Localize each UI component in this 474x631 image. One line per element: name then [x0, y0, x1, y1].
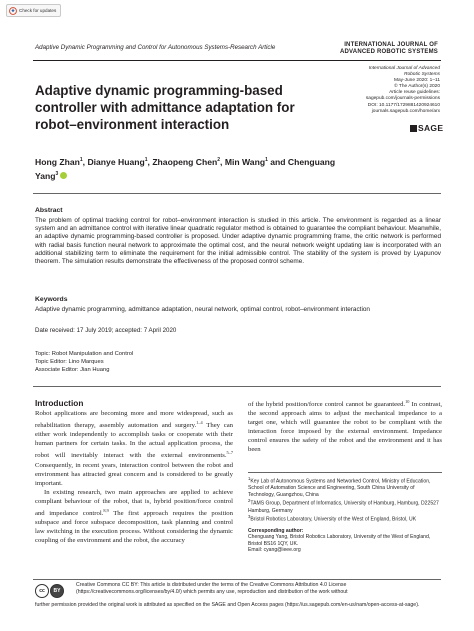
citation-ref[interactable]: 10	[405, 399, 410, 404]
keywords-heading: Keywords	[35, 296, 68, 303]
meta-home-link[interactable]: journals.sagepub.com/home/arx	[371, 108, 440, 114]
abstract-rule	[33, 193, 441, 194]
affiliation-text: TAMS Group, Department of Informatics, University of Hamburg, Hamburg, D22527 Hamburg, Germany	[248, 501, 439, 514]
sage-logo-mark	[410, 125, 417, 132]
associate-editor: Associate Editor: Jian Huang	[35, 367, 110, 373]
author-affiliation-mark: 3	[55, 171, 59, 178]
license-text-continued: further permission provided the original work is attributed as specified on the SAGE and Open Access pages (https://us.sagepub.com/en-us/nam/open-access-at-sage).	[35, 602, 420, 608]
affiliation-1	[248, 476, 442, 498]
meta-journal-2: Robotic Systems	[404, 72, 440, 78]
intro-col2-text-a: of the hybrid position/force control cannot be guaranteed.	[248, 401, 406, 409]
affiliation-text: Bristol Robotics Laboratory, University of the West of England, Bristol, UK	[250, 517, 417, 524]
orcid-icon[interactable]	[60, 172, 67, 179]
author-name[interactable]: Min Wang	[224, 156, 266, 167]
check-for-updates-icon	[9, 7, 17, 15]
author-name[interactable]: Chenguang Yang	[35, 156, 336, 182]
running-title: Adaptive Dynamic Programming and Control for Autonomous Systems-Research Article	[35, 44, 276, 51]
citation-ref[interactable]: 1–4	[196, 420, 203, 426]
sage-logo-text: SAGE	[418, 123, 444, 133]
intro-p2-text-b: The first approach requires the position subspace and force subspace decomposition, task planning and control law switching in the execution process. Without considering the dynamic coupling of the environment and the robot, the accuracy	[35, 510, 233, 545]
affiliation-3	[248, 514, 442, 523]
intro-p1-text-c: Consequently, in recent years, interaction control between the robot and environment has attracted great concern and is considered to be greatly important.	[35, 461, 233, 487]
body-rule	[33, 386, 441, 387]
author-separator: and	[267, 156, 288, 167]
by-icon: BY	[50, 584, 64, 598]
meta-journal: International Journal of Advanced	[368, 66, 440, 71]
dates: Date received: 17 July 2019; accepted: 7 April 2020	[35, 327, 177, 334]
author-affiliation-mark: 1	[265, 157, 268, 163]
author-affiliation-mark: 1	[144, 157, 148, 163]
author-name[interactable]: Dianye Huang	[87, 156, 145, 167]
author-separator: ,	[82, 156, 88, 167]
abstract-text: The problem of optimal tracking control for robot–environment interaction is studied in this article. The environment is regarded as a linear system and an admittance control with iterative linear quadratic regulator method is obtained to guarantee the compliant behaviour. Meanwhile, an adaptive dynamic programming-based controller is proposed. Under adaptive dynamic programming frame, the critic network is performed with radial basis function neural network to approximate the optimal cost, and the neural network weight updating law is incorporated with an additional stabilizing term to eliminate the requirement for the initial admissible control. The stability of the system is proved by Lyapunov theorem. The simulation results demonstrate the effectiveness of the proposed control scheme.	[35, 217, 441, 266]
journal-name-line2: ADVANCED ROBOTIC SYSTEMS	[339, 49, 438, 55]
check-for-updates-button[interactable]	[6, 4, 61, 17]
keywords-text: Adaptive dynamic programming, admittance adaptation, neural network, optimal control, robot–environment interaction	[35, 306, 370, 313]
topic: Topic: Robot Manipulation and Control	[35, 351, 134, 357]
journal-name-line1: INTERNATIONAL JOURNAL OF	[344, 42, 438, 48]
cc-icon: cc	[35, 584, 49, 598]
affiliation-number: 1	[248, 476, 251, 481]
author-separator: ,	[220, 156, 225, 167]
affiliation-number: 3	[248, 514, 251, 520]
intro-paragraph-continued	[248, 397, 442, 455]
affiliations-rule	[248, 472, 442, 473]
intro-column-right	[248, 397, 442, 455]
citation-ref[interactable]: 5–7	[226, 450, 233, 456]
author-affiliation-mark: 1	[79, 157, 83, 163]
author-name[interactable]: Zhaopeng Chen	[152, 156, 218, 167]
editor-block	[35, 350, 335, 374]
affiliation-text: Key Lab of Autonomous Systems and Networked Control, Ministry of Education, School of Automation Science and Engineering, South China University of Technology, Guangzhou, China	[248, 478, 431, 498]
intro-column-left	[35, 409, 233, 545]
meta-guidelines: Article reuse guidelines:	[389, 90, 440, 96]
intro-paragraph-1	[35, 409, 233, 488]
citation-ref[interactable]: 8,9	[103, 507, 109, 513]
meta-copyright: © The Author(s) 2020	[394, 84, 440, 90]
cc-by-logo	[35, 584, 64, 598]
intro-p1-text-b: They can either work independently to accomplish tasks or cooperate with their human partners for certain tasks. In the actual application process, the robot will inevitably interact with the external environments.	[35, 422, 234, 460]
sage-logo	[410, 123, 443, 133]
header-rule	[33, 60, 441, 61]
author-separator: ,	[147, 156, 153, 167]
topic-editor: Topic Editor: Lino Marques	[35, 359, 104, 365]
intro-paragraph-2	[35, 488, 233, 546]
check-for-updates-label: Check for updates	[19, 8, 57, 13]
license-rule	[33, 579, 441, 580]
meta-issue: May-June 2020: 1–11	[393, 78, 440, 84]
author-name[interactable]: Hong Zhan	[35, 156, 80, 167]
author-list	[35, 154, 355, 183]
corresponding-text: Chenguang Yang, Bristol Robotics Laboratory, University of the West of England, Bristol BS16 1QY, UK.	[248, 534, 431, 547]
corresponding-email[interactable]: Email: cyang@ieee.org	[248, 547, 301, 554]
journal-name	[320, 42, 438, 56]
author-affiliation-mark: 2	[217, 157, 221, 163]
intro-col2-text-b: In contrast, the second approach aims to adjust the mechanical impedance to a target one, which will guarantee the robot to be compliant with the interaction force imposed by the external environment. Impedance control ensures the safety of the robot and the environment and it has been	[248, 401, 442, 454]
affiliation-number: 2	[248, 498, 251, 504]
corresponding-heading: Corresponding author:	[248, 527, 304, 534]
affiliation-2	[248, 498, 442, 514]
affiliations-block	[248, 472, 442, 554]
article-title: Adaptive dynamic programming-based controller with admittance adaptation for robot–environment interaction	[35, 83, 295, 132]
intro-p2-text-a: In existing research, two main approaches are applied to achieve compliant behaviour of the robot, that is, hybrid position/force control and impedance control.	[35, 488, 233, 518]
meta-permissions-link[interactable]: sagepub.com/journals-permissions	[365, 96, 440, 102]
introduction-heading: Introduction	[35, 398, 84, 408]
intro-p1-text-a: Robot applications are becoming more and more widespread, such as rehabilitation therapy, assembly automation and surgery.	[35, 410, 233, 430]
abstract-heading: Abstract	[35, 207, 63, 214]
article-meta	[334, 66, 440, 115]
meta-doi[interactable]: DOI: 10.1177/1729881420924610	[367, 102, 440, 108]
license-text: Creative Commons CC BY: This article is distributed under the terms of the Creative Commons Attribution 4.0 License (https://creativecommons.org/licenses/by/4.0/) which permits any use, reproduction and distribution of the work without	[76, 582, 348, 595]
